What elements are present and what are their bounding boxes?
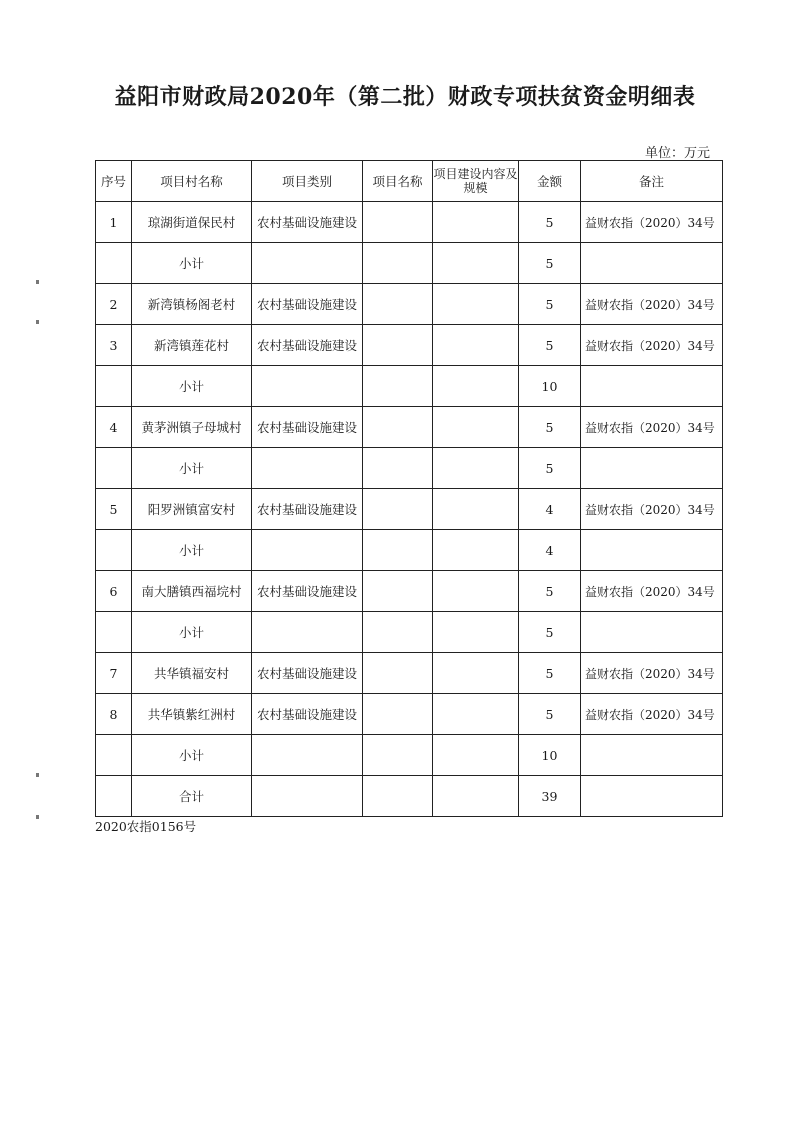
- cell-project: [363, 489, 433, 530]
- document-code: 2020农指0156号: [95, 819, 197, 834]
- cell-amount: 5: [519, 653, 581, 694]
- cell-no: [96, 243, 132, 284]
- cell-village: 小计: [132, 448, 252, 489]
- cell-content: [433, 407, 519, 448]
- scan-mark: [36, 280, 39, 284]
- cell-amount: 5: [519, 325, 581, 366]
- cell-category: [252, 243, 363, 284]
- page-title: 益阳市财政局2020年（第二批）财政专项扶贫资金明细表: [114, 84, 696, 110]
- cell-amount: 10: [519, 735, 581, 776]
- cell-amount: 4: [519, 530, 581, 571]
- cell-remark: 益财农指（2020）34号: [581, 489, 723, 530]
- cell-remark: [581, 612, 723, 653]
- table-body: [96, 202, 723, 817]
- cell-village: 琼湖街道保民村: [132, 202, 252, 243]
- cell-project: [363, 243, 433, 284]
- table-row: [96, 694, 723, 735]
- table-header-row: [96, 161, 723, 202]
- cell-content: [433, 612, 519, 653]
- header-amount: 金额: [519, 161, 581, 202]
- cell-remark: 益财农指（2020）34号: [581, 694, 723, 735]
- header-no: 序号: [96, 161, 132, 202]
- scan-mark: [36, 773, 39, 777]
- table-row: [96, 612, 723, 653]
- cell-content: [433, 243, 519, 284]
- cell-project: [363, 776, 433, 817]
- cell-category: 农村基础设施建设: [252, 407, 363, 448]
- cell-remark: 益财农指（2020）34号: [581, 202, 723, 243]
- cell-content: [433, 776, 519, 817]
- cell-amount: 5: [519, 202, 581, 243]
- cell-village: 小计: [132, 530, 252, 571]
- table-row: [96, 325, 723, 366]
- cell-category: [252, 612, 363, 653]
- table-row: [96, 735, 723, 776]
- cell-village: 新湾镇杨阁老村: [132, 284, 252, 325]
- table-row: [96, 530, 723, 571]
- cell-village: 阳罗洲镇富安村: [132, 489, 252, 530]
- cell-project: [363, 202, 433, 243]
- cell-project: [363, 694, 433, 735]
- cell-village: 黄茅洲镇子母城村: [132, 407, 252, 448]
- cell-no: [96, 530, 132, 571]
- cell-content: [433, 448, 519, 489]
- cell-category: 农村基础设施建设: [252, 489, 363, 530]
- scan-mark: [36, 815, 39, 819]
- cell-amount: 5: [519, 284, 581, 325]
- cell-no: [96, 366, 132, 407]
- cell-village: 新湾镇莲花村: [132, 325, 252, 366]
- cell-no: [96, 776, 132, 817]
- cell-no: 6: [96, 571, 132, 612]
- cell-category: [252, 776, 363, 817]
- cell-category: [252, 448, 363, 489]
- cell-no: 2: [96, 284, 132, 325]
- cell-category: 农村基础设施建设: [252, 571, 363, 612]
- table-row: [96, 243, 723, 284]
- cell-no: [96, 612, 132, 653]
- cell-no: 5: [96, 489, 132, 530]
- cell-content: [433, 653, 519, 694]
- cell-project: [363, 530, 433, 571]
- cell-content: [433, 735, 519, 776]
- cell-remark: 益财农指（2020）34号: [581, 653, 723, 694]
- cell-village: 小计: [132, 735, 252, 776]
- cell-remark: [581, 366, 723, 407]
- cell-village: 南大膳镇西福垸村: [132, 571, 252, 612]
- cell-remark: 益财农指（2020）34号: [581, 325, 723, 366]
- cell-village: 共华镇紫红洲村: [132, 694, 252, 735]
- header-project: 项目名称: [363, 161, 433, 202]
- cell-project: [363, 448, 433, 489]
- cell-content: [433, 530, 519, 571]
- fund-detail-table: [95, 160, 723, 817]
- cell-project: [363, 653, 433, 694]
- table-row: [96, 776, 723, 817]
- table-row: [96, 489, 723, 530]
- cell-content: [433, 489, 519, 530]
- cell-amount: 10: [519, 366, 581, 407]
- cell-no: 7: [96, 653, 132, 694]
- table-row: [96, 653, 723, 694]
- cell-amount: 5: [519, 407, 581, 448]
- table-row: [96, 284, 723, 325]
- cell-no: 4: [96, 407, 132, 448]
- cell-project: [363, 612, 433, 653]
- cell-amount: 5: [519, 243, 581, 284]
- cell-village: 小计: [132, 612, 252, 653]
- cell-no: 3: [96, 325, 132, 366]
- table-row: [96, 407, 723, 448]
- cell-project: [363, 284, 433, 325]
- cell-amount: 5: [519, 571, 581, 612]
- cell-amount: 4: [519, 489, 581, 530]
- cell-village: 共华镇福安村: [132, 653, 252, 694]
- cell-amount: 5: [519, 448, 581, 489]
- cell-project: [363, 325, 433, 366]
- cell-remark: 益财农指（2020）34号: [581, 571, 723, 612]
- header-category: 项目类别: [252, 161, 363, 202]
- cell-remark: [581, 735, 723, 776]
- header-remark: 备注: [581, 161, 723, 202]
- table-row: [96, 448, 723, 489]
- cell-category: [252, 366, 363, 407]
- cell-no: [96, 735, 132, 776]
- cell-village: 小计: [132, 366, 252, 407]
- cell-category: [252, 735, 363, 776]
- scan-mark: [36, 320, 39, 324]
- cell-remark: 益财农指（2020）34号: [581, 407, 723, 448]
- table-row: [96, 571, 723, 612]
- cell-category: 农村基础设施建设: [252, 202, 363, 243]
- cell-content: [433, 571, 519, 612]
- cell-content: [433, 325, 519, 366]
- table-row: [96, 366, 723, 407]
- table-row: [96, 202, 723, 243]
- cell-category: [252, 530, 363, 571]
- cell-no: 8: [96, 694, 132, 735]
- cell-amount: 5: [519, 694, 581, 735]
- cell-remark: [581, 448, 723, 489]
- cell-project: [363, 366, 433, 407]
- cell-content: [433, 694, 519, 735]
- cell-project: [363, 571, 433, 612]
- header-village: 项目村名称: [132, 161, 252, 202]
- cell-amount: 39: [519, 776, 581, 817]
- cell-project: [363, 407, 433, 448]
- cell-remark: 益财农指（2020）34号: [581, 284, 723, 325]
- cell-remark: [581, 776, 723, 817]
- cell-project: [363, 735, 433, 776]
- cell-category: 农村基础设施建设: [252, 325, 363, 366]
- cell-content: [433, 366, 519, 407]
- header-content: 项目建设内容及规模: [433, 161, 519, 202]
- cell-remark: [581, 530, 723, 571]
- cell-amount: 5: [519, 612, 581, 653]
- cell-remark: [581, 243, 723, 284]
- cell-village: 小计: [132, 243, 252, 284]
- cell-category: 农村基础设施建设: [252, 284, 363, 325]
- cell-category: 农村基础设施建设: [252, 694, 363, 735]
- cell-content: [433, 284, 519, 325]
- cell-content: [433, 202, 519, 243]
- unit-label: 单位：万元: [644, 146, 710, 161]
- cell-no: 1: [96, 202, 132, 243]
- cell-category: 农村基础设施建设: [252, 653, 363, 694]
- cell-village: 合计: [132, 776, 252, 817]
- cell-no: [96, 448, 132, 489]
